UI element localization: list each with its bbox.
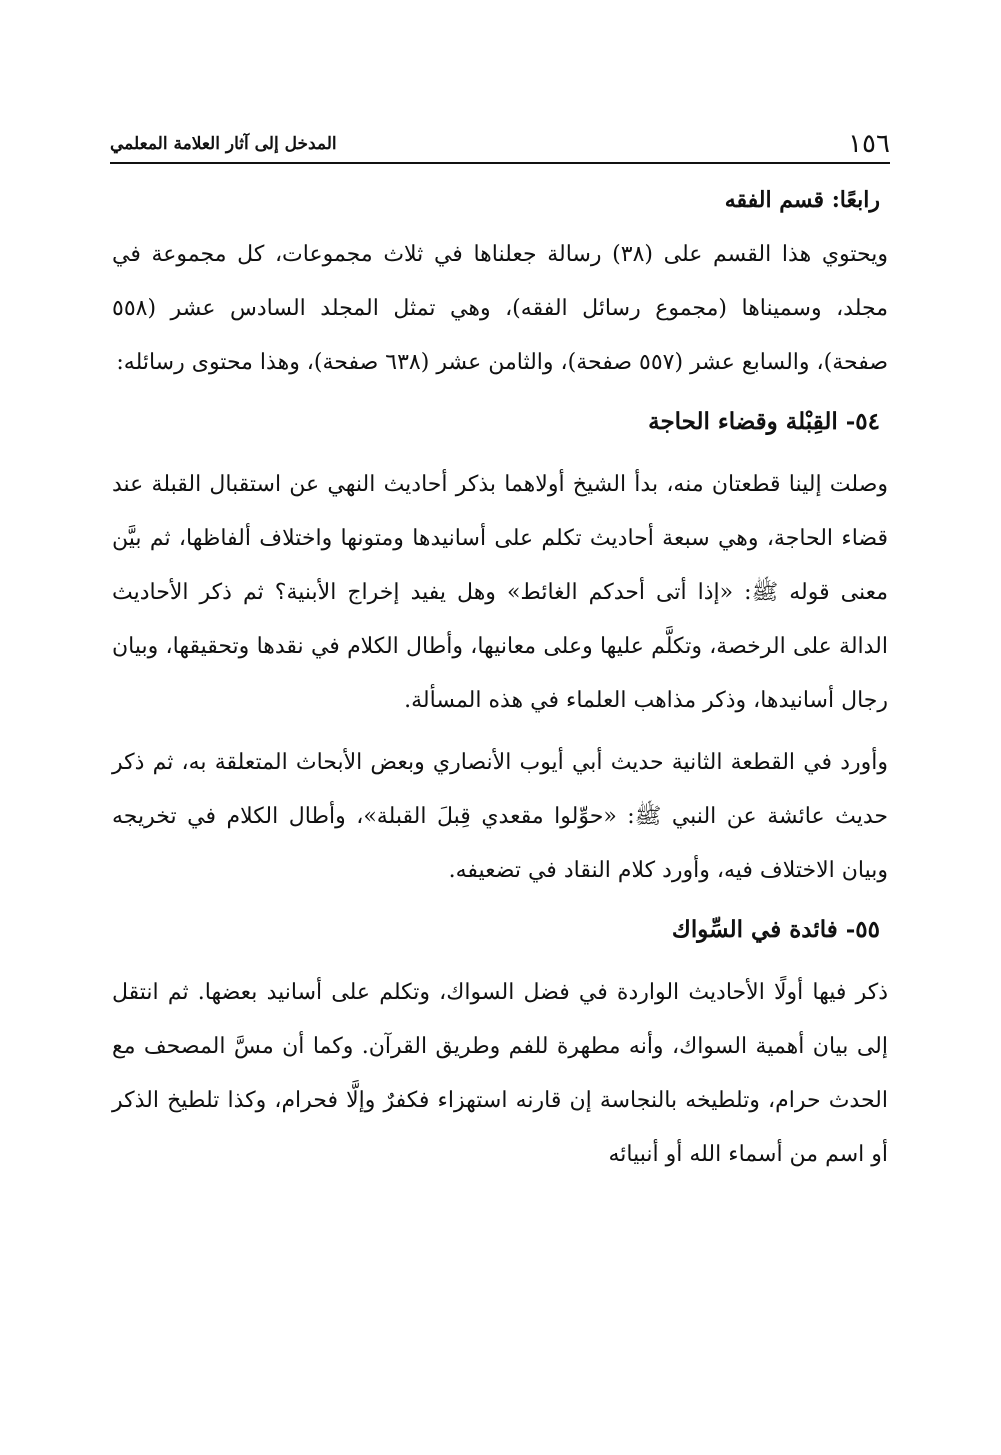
item-54-heading: ٥٤- القِبْلة وقضاء الحاجة: [648, 408, 880, 435]
section-intro-paragraph: ويحتوي هذا القسم على (٣٨) رسالة جعلناها في ثلاث مجموعات، كل مجموعة في مجلد، وسميناها (مجموع رسائل الفقه)، وهي تمثل المجلد السادس عشر (٥٥٨ صفحة)، والسابع عشر (٥٥٧ صفحة)، والثامن عشر (٦٣٨ صفحة)، وهذا محتوى رسائله:: [112, 242, 888, 375]
section-heading: رابعًا: قسم الفقه: [724, 187, 880, 213]
page-header: [110, 128, 890, 164]
page-number: ١٥٦: [848, 129, 890, 159]
item-55-paragraph-1: ذكر فيها أولًا الأحاديث الواردة في فضل السواك، وتكلم على أسانيد بعضها. ثم انتقل إلى بيان أهمية السواك، وأنه مطهرة للفم وطريق القرآن. وكما أن مسَّ المصحف مع الحدث حرام، وتلطيخه بالنجاسة إن قارنه استهزاء فكفرٌ وإلَّا فحرام، وكذا تلطيخ الذكر أو اسم من أسماء الله أو أنبيائه: [112, 980, 888, 1167]
item-54-paragraph-1: وصلت إلينا قطعتان منه، بدأ الشيخ أولاهما بذكر أحاديث النهي عن استقبال القبلة عند قضاء الحاجة، وهي سبعة أحاديث تكلم على أسانيدها ومتونها واختلاف ألفاظها، ثم بيَّن معنى قوله ﷺ: «إذا أتى أحدكم الغائط» وهل يفيد إخراج الأبنية؟ ثم ذكر الأحاديث الدالة على الرخصة، وتكلَّم عليها وعلى معانيها، وأطال الكلام في نقدها وتحقيقها، وبيان رجال أسانيدها، وذكر مذاهب العلماء في هذه المسألة.: [112, 472, 888, 713]
item-55-heading: ٥٥- فائدة في السِّواك: [671, 916, 880, 943]
page-body: [112, 178, 888, 1190]
item-54-paragraph-2: وأورد في القطعة الثانية حديث أبي أيوب الأنصاري وبعض الأبحاث المتعلقة به، ثم ذكر حديث عائشة عن النبي ﷺ: «حوِّلوا مقعدي قِبلَ القبلة»، وأطال الكلام في تخريجه وبيان الاختلاف فيه، وأورد كلام النقاد في تضعيفه.: [112, 750, 888, 883]
running-title: المدخل إلى آثار العلامة المعلمي: [110, 134, 337, 154]
